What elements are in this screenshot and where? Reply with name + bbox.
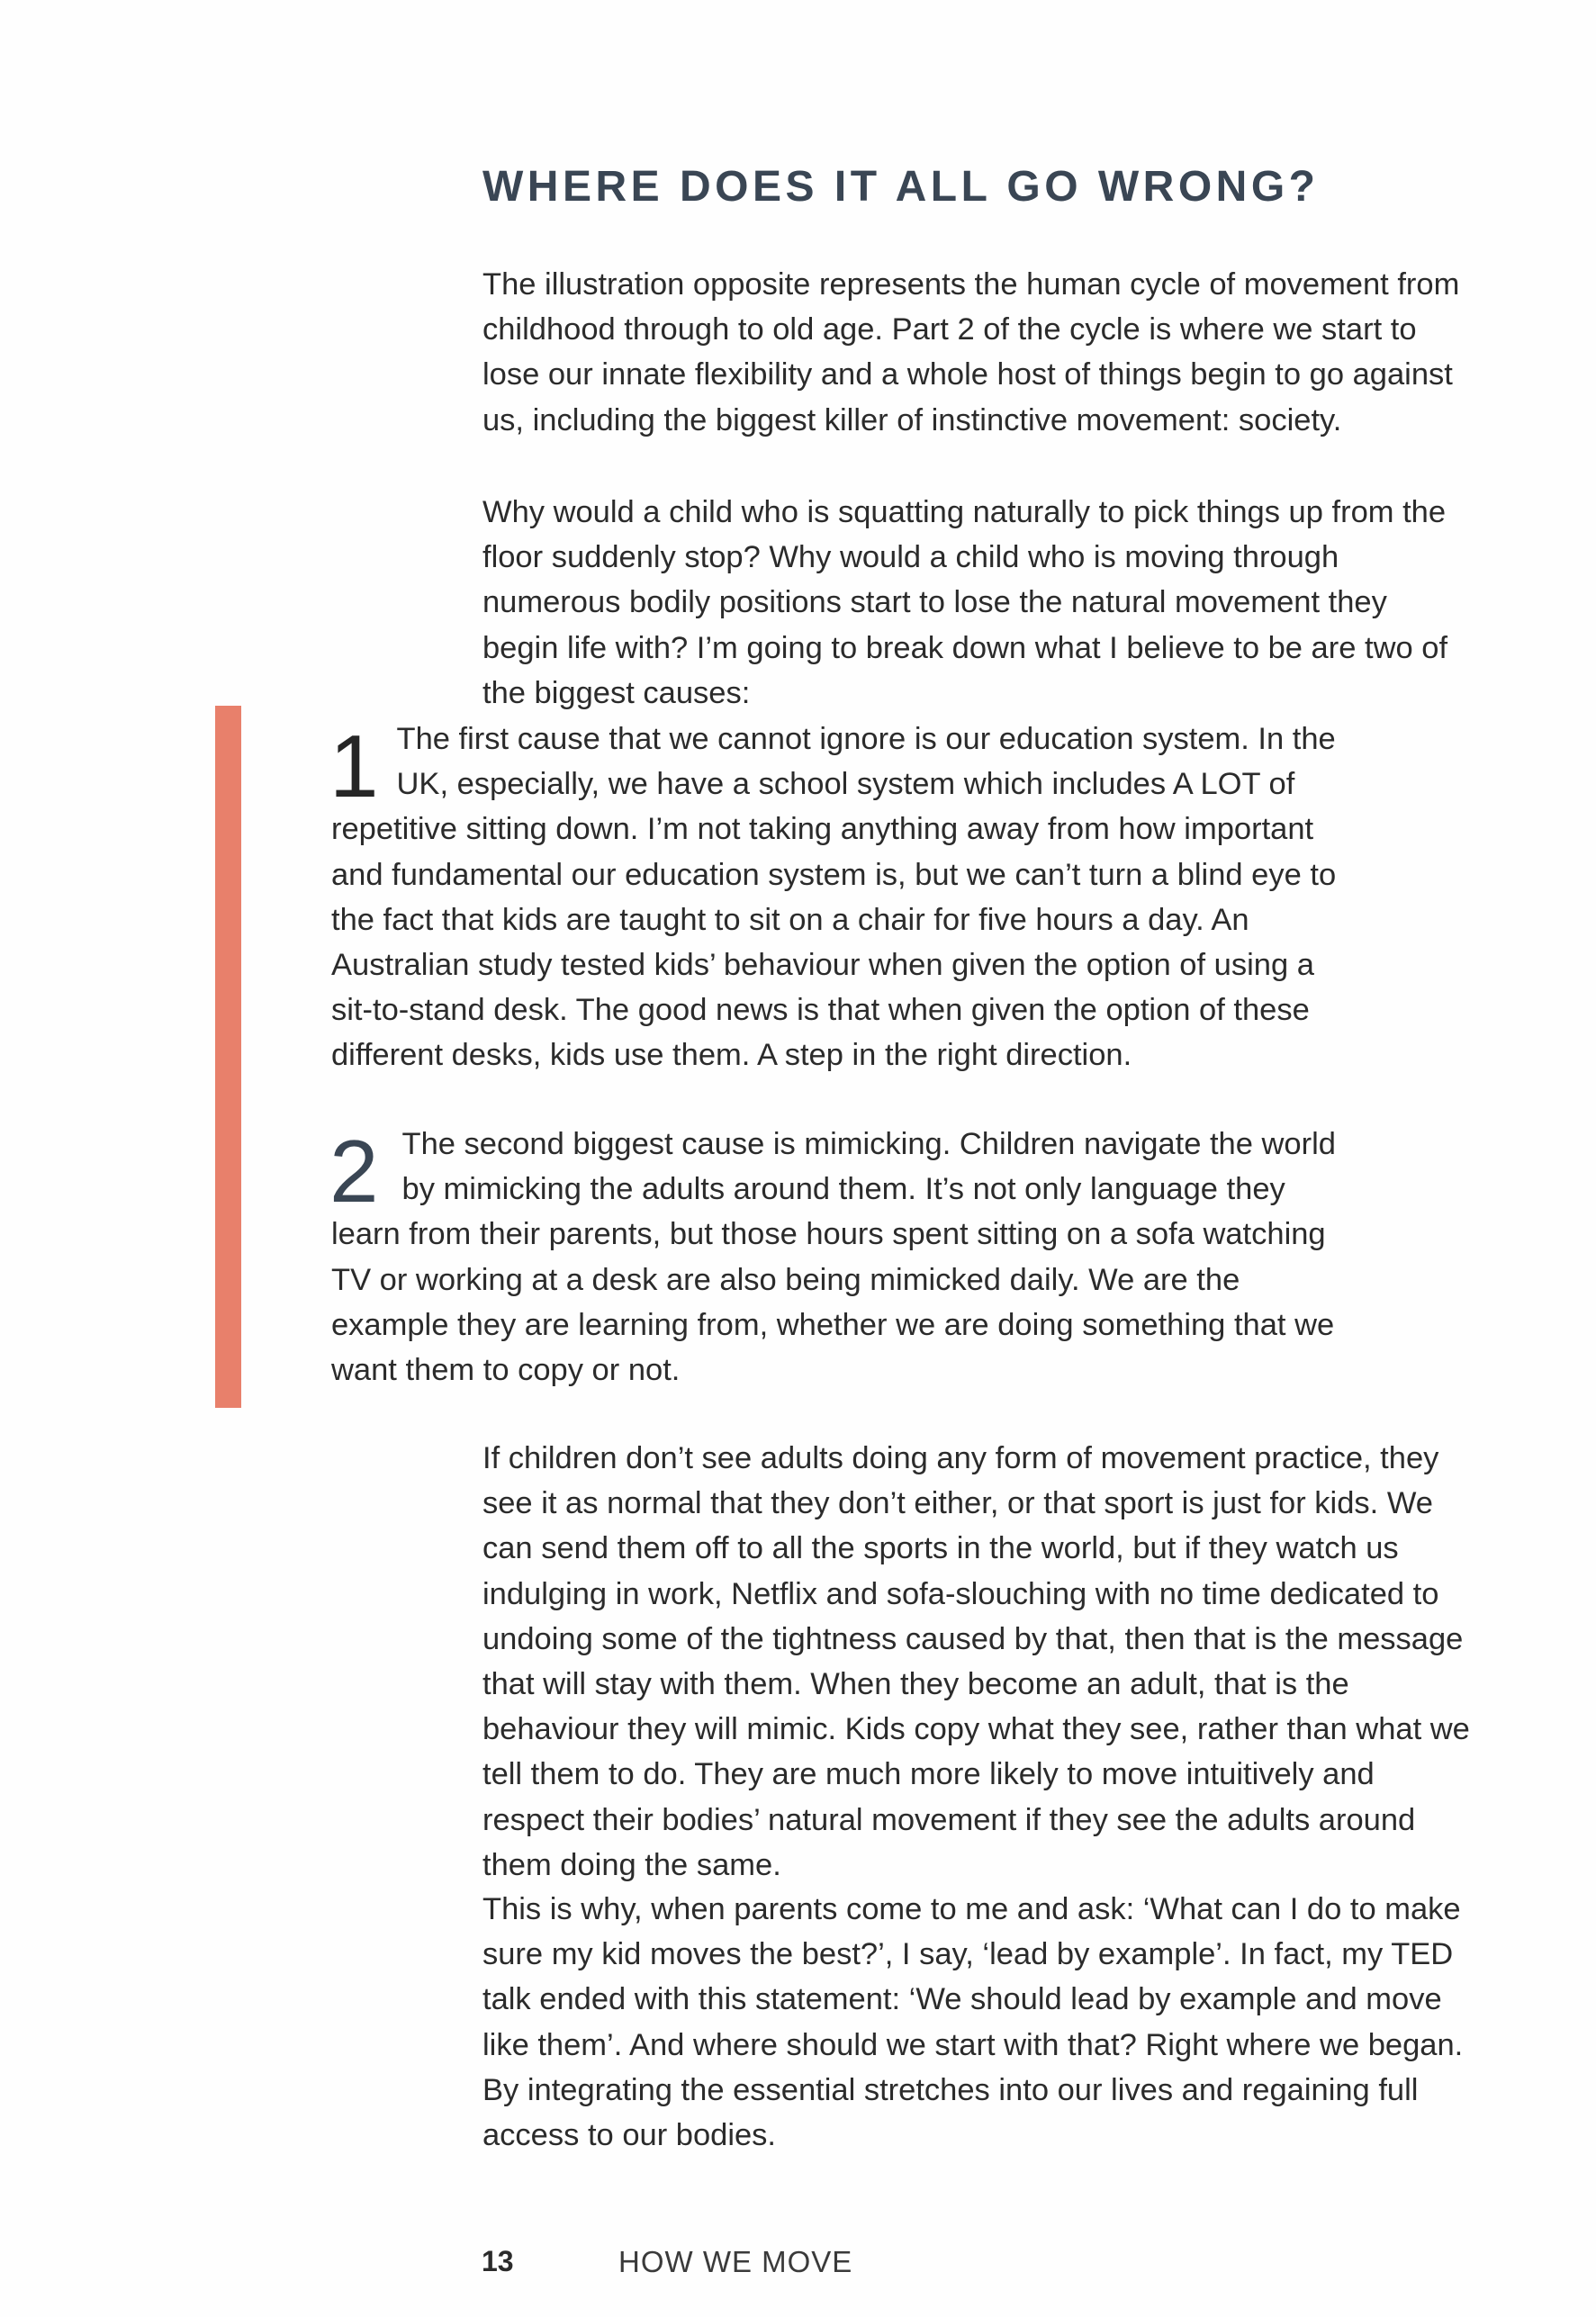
intro-paragraph-2: Why would a child who is squatting naturally to pick things up from the floor suddenly stop? Why would a child who is moving through numerous bodily positions start to lose the natural movement they begin life with? I’m going to break down what I believe to be are two of the biggest causes: — [482, 495, 1448, 710]
item-number-2: 2 — [329, 1122, 379, 1221]
closing-paragraph-2: This is why, when parents come to me and ask: ‘What can I do to make sure my kid moves the best?’, I say, ‘lead by example’. In fact, my TED talk ended with this statement: ‘We should lead by example and move like them’. And where should we start with that? Right where we began. By integrating the essential stretches into our lives and regaining full access to our bodies. — [482, 1892, 1464, 2153]
running-footer-title: HOW WE MOVE — [618, 2245, 853, 2278]
page-number: 13 — [482, 2245, 514, 2277]
item-number-1: 1 — [329, 717, 379, 816]
page-heading: WHERE DOES IT ALL GO WRONG? — [482, 163, 1320, 211]
numbered-item-2 — [331, 1122, 1348, 1393]
closing-paragraph-1: If children don’t see adults doing any form of movement practice, they see it as normal that they don’t either, or that sport is just for kids. We can send them off to all the sports in the world, but if they watch us indulging in work, Netflix and sofa-slouching with no time dedicated to undoing some of the tightness caused by that, then that is the message that will stay with them. When they become an adult, that is the behaviour they will mimic. Kids copy what they see, rather than what we tell them to do. They are much more likely to move intuitively and respect their bodies’ natural movement if they see the adults around them doing the same. — [482, 1441, 1470, 1882]
numbered-item-1 — [331, 717, 1348, 1078]
item-text-2: The second biggest cause is mimicking. Children navigate the world by mimicking the adults around them. It’s not only language they learn from their parents, but those hours spent sitting on a sofa watching TV or working at a desk are also being mimicked daily. We are the example they are learning from, whether we are doing something that we want them to copy or not. — [331, 1127, 1336, 1388]
accent-side-bar — [215, 706, 241, 1408]
item-text-1: The first cause that we cannot ignore is our education system. In the UK, especially, we have a school system which includes A LOT of repetitive sitting down. I’m not taking anything away from how important and fundamental our education system is, but we can’t turn a blind eye to the fact that kids are taught to sit on a chair for five hours a day. An Australian study tested kids’ behaviour when given the option of using a sit-to-stand desk. The good news is that when given the option of these different desks, kids use them. A step in the right direction. — [331, 722, 1337, 1073]
intro-paragraph-1: The illustration opposite represents the human cycle of movement from childhood through to old age. Part 2 of the cycle is where we start to lose our innate flexibility and a whole host of things begin to go against us, including the biggest killer of instinctive movement: society. — [482, 267, 1460, 437]
